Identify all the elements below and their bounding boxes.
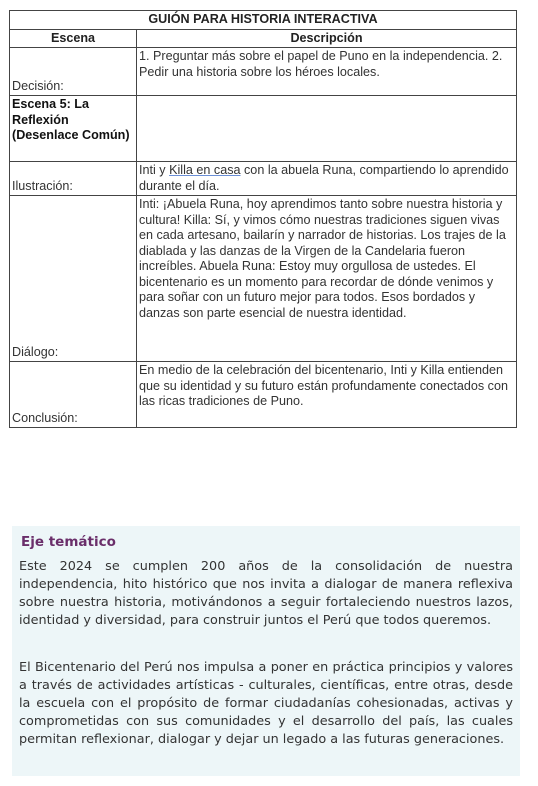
table-row — [10, 96, 517, 162]
story-script-table — [9, 10, 517, 428]
desc-part: Inti y — [139, 163, 170, 177]
row-label: Diálogo: — [10, 196, 137, 362]
desc-part: con la abuela Runa, compartiendo lo aprendido durante el día. — [139, 163, 509, 193]
row-description: En medio de la celebración del bicentenario, Inti y Killa entienden que su identidad y su futuro están profundamente conectados con las ricas tradiciones de Puno. — [137, 362, 517, 428]
table-row — [10, 162, 517, 196]
column-header-escena: Escena — [10, 29, 137, 48]
eje-paragraph-1: Este 2024 se cumplen 200 años de la consolidación de nuestra independencia, hito histórico que nos invita a dialogar de manera reflexiva sobre nuestra historia, motivándonos a seguir fortaleciendo nuestros lazos, identidad y diversidad, para construir juntos el Perú que todos queremos. — [19, 559, 513, 628]
row-description-empty — [137, 96, 517, 162]
spellcheck-underlined-text: Killa en casa — [169, 163, 241, 177]
eje-heading: Eje temático — [21, 534, 116, 550]
table-row — [10, 362, 517, 428]
table-row — [10, 48, 517, 96]
table-row — [10, 196, 517, 362]
row-label: Decisión: — [10, 48, 137, 96]
column-header-descripcion: Descripción — [137, 29, 517, 48]
row-label: Conclusión: — [10, 362, 137, 428]
row-label-scene: Escena 5: La Reflexión (Desenlace Común) — [10, 96, 137, 162]
row-description: 1. Preguntar más sobre el papel de Puno en la independencia. 2. Pedir una historia sobre los héroes locales. — [137, 48, 517, 96]
eje-paragraph-2: El Bicentenario del Perú nos impulsa a poner en práctica principios y valores a través de actividades artísticas - culturales, científicas, entre otras, desde la escuela con el propósito de formar ciudadanías cohesionadas, activas y comprometidas con sus comunidades y el desarrollo del país, las cuales permitan reflexionar, dialogar y dejar un legado a las futuras generaciones. — [19, 660, 513, 747]
eje-tematico-box — [12, 526, 520, 776]
row-description — [137, 162, 517, 196]
row-description: Inti: ¡Abuela Runa, hoy aprendimos tanto sobre nuestra historia y cultura! Killa: Sí, y vimos cómo nuestras tradiciones siguen vivas en cada artesano, bailarín y narrador de historias. Los trajes de la diablada y las danzas de la Virgen de la Candelaria fueron increíbles. Abuela Runa: Estoy muy orgullosa de ustedes. El bicentenario es un momento para recordar de dónde venimos y para soñar con un futuro mejor para todos. Esos bordados y danzas son parte esencial de nuestra identidad. — [137, 196, 517, 362]
table-title: GUIÓN PARA HISTORIA INTERACTIVA — [10, 11, 517, 30]
row-label: Ilustración: — [10, 162, 137, 196]
